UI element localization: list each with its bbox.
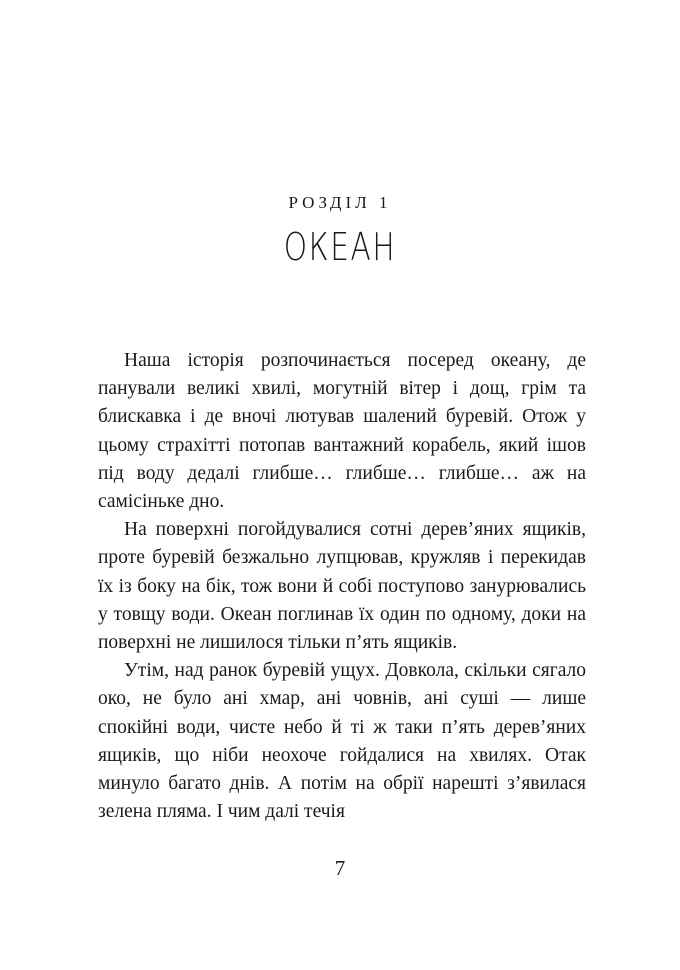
chapter-title: ОКЕАН	[283, 225, 397, 269]
body-text	[98, 347, 586, 826]
paragraph: Утім, над ранок буревій ущух. Довкола, скільки сягало око, не було ані хмар, ані човнів, ані суші — лише спокійні води, чисте небо й ті ж таки п’ять дерев’яних ящиків, що ніби неохоче гойдалися на хвилях. Отак минуло багато днів. А потім на обрії нарешті з’явилася зелена пляма. І чим далі течія	[98, 660, 586, 823]
paragraph: Наша історія розпочинається посеред океану, де панували великі хвилі, могутній вітер і дощ, грім та блискавка і де вночі лютував шалений буревій. Отож у цьому страхітті потопав вантажний корабель, який ішов під воду дедалі глибше… глибше… глибше… аж на самісіньке дно.	[98, 350, 586, 513]
chapter-label: РОЗДІЛ 1	[288, 193, 392, 212]
page-number: 7	[334, 856, 346, 880]
paragraph: На поверхні погойдувалися сотні дерев’яних ящиків, проте буревій безжально лупцював, кружляв і перекидав їх із боку на бік, тож вони й собі поступово занурювались у товщу води. Океан поглинав їх один по одному, доки на поверхні не лишилося тільки п’ять ящиків.	[98, 519, 586, 654]
